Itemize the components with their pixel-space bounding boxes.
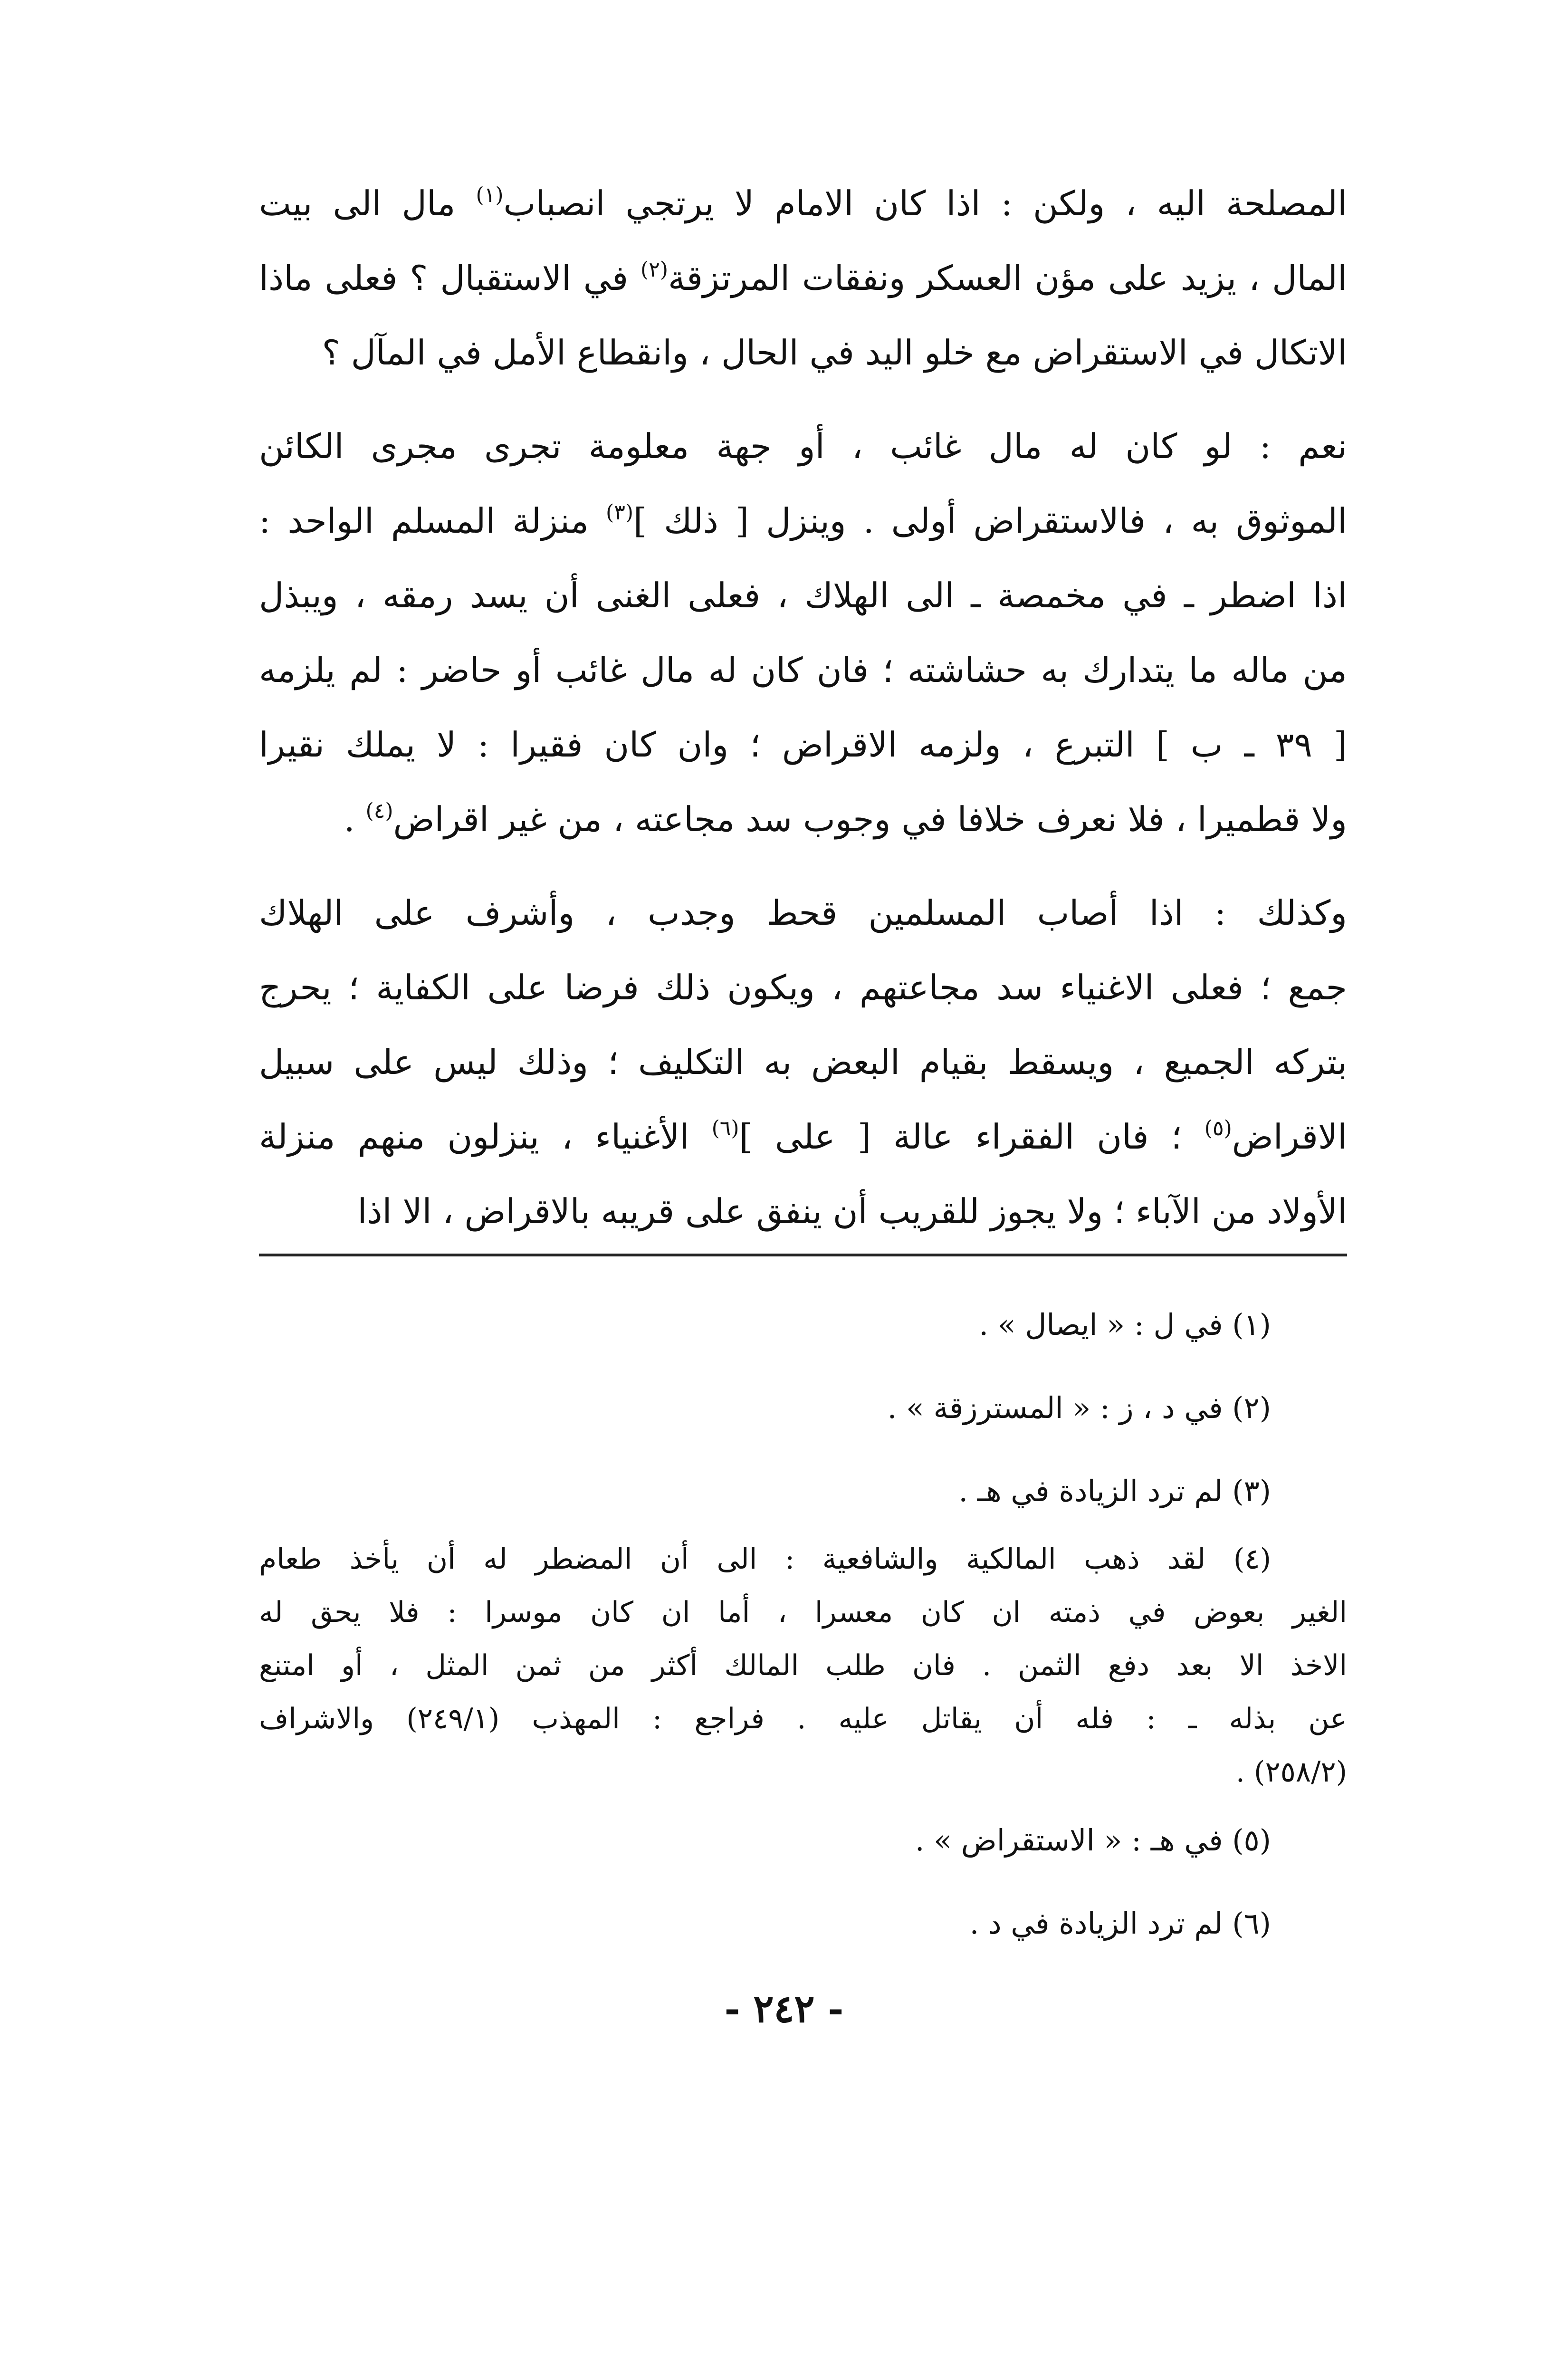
text-line: المصلحة اليه ، ولكن : اذا كان الامام لا يرتجي انصباب$^{(١)}$ مال الى بيت — [259, 183, 1347, 223]
footnote-2: (٢) في د ، ز : « المسترزقة » . — [887, 1390, 1271, 1425]
footnote-5: (٥) في هـ : « الاستقراض » . — [915, 1823, 1271, 1858]
text-line: اذا اضطر ـ في مخمصة ـ الى الهلاك ، فعلى الغنى أن يسد رمقه ، ويبذل — [259, 575, 1348, 615]
footnote-ref: (٦) — [711, 1116, 739, 1140]
footnote-ref: (٤) — [365, 799, 393, 823]
paragraph-1 — [259, 166, 1347, 390]
footnote-line: الاخذ الا بعد دفع الثمن . فان طلب المالك أكثر من ثمن المثل ، أو امتنع — [259, 1649, 1347, 1682]
text-line: ولا قطميرا ، فلا نعرف خلافا في وجوب سد مجاعته ، من غير اقراض$^{(٤)}$ . — [344, 799, 1347, 839]
footnote-ref: (٥) — [1204, 1116, 1232, 1140]
main-text — [259, 166, 1347, 1268]
footnote-line: (٤) لقد ذهب المالكية والشافعية : الى أن المضطر له أن يأخذ طعام — [259, 1542, 1271, 1576]
footnote-line: عن بذله ـ : فله أن يقاتل عليه . فراجع : المهذب (٢٤٩/١) والاشراف — [259, 1702, 1347, 1735]
footnote-6: (٦) لم ترد الزيادة في د . — [969, 1906, 1271, 1941]
text-line: نعم : لو كان له مال غائب ، أو جهة معلومة تجرى مجرى الكائن — [259, 426, 1347, 466]
footnote-ref: (٣) — [606, 500, 634, 525]
text-line: الأولاد من الآباء ؛ ولا يجوز للقريب أن ينفق على قريبه بالاقراض ، الا اذا — [357, 1191, 1347, 1231]
text-line: الموثوق به ، فالاستقراض أولى . وينزل [ ذلك ]$^{(٣)}$ منزلة المسلم الواحد : — [259, 500, 1348, 541]
paragraph-3 — [259, 876, 1347, 1249]
footnote-divider — [259, 1254, 1347, 1256]
text-line: الاقراض$^{(٥)}$ ؛ فان الفقراء عالة [ على ]$^{(٦)}$ الأغنياء ، ينزلون منهم منزلة — [259, 1116, 1348, 1157]
footnote-line: (٢٥٨/٢) . — [1235, 1755, 1347, 1789]
page-number: - ٢٤٢ - — [724, 1986, 844, 2031]
text-line: جمع ؛ فعلى الاغنياء سد مجاعتهم ، ويكون ذلك فرضا على الكفاية ؛ يحرج — [259, 968, 1347, 1007]
text-line: وكذلك : اذا أصاب المسلمين قحط وجدب ، وأشرف على الهلاك — [259, 893, 1347, 933]
paragraph-2 — [259, 409, 1347, 857]
text-line: من ماله ما يتدارك به حشاشته ؛ فان كان له مال غائب أو حاضر : لم يلزمه — [259, 650, 1347, 690]
text-line: المال ، يزيد على مؤن العسكر ونفقات المرتزقة$^{(٢)}$ في الاستقبال ؟ فعلى ماذا — [259, 258, 1347, 298]
text-line: [ ٣٩ ـ ب ] التبرع ، ولزمه الاقراض ؛ وان كان فقيرا : لا يملك نقيرا — [259, 725, 1347, 765]
text-line: بتركه الجميع ، ويسقط بقيام البعض به التكليف ؛ وذلك ليس على سبيل — [259, 1042, 1348, 1082]
footnotes — [259, 1283, 1347, 1965]
text-line: الاتكال في الاستقراض مع خلو اليد في الحال ، وانقطاع الأمل في المآل ؟ — [322, 333, 1347, 373]
footnote-4 — [259, 1533, 1347, 1799]
footnote-ref: (٢) — [641, 258, 669, 282]
footnote-1: (١) في ل : « ايصال » . — [979, 1307, 1271, 1342]
footnote-ref: (١) — [476, 183, 504, 207]
footnote-line: الغير بعوض في ذمته ان كان معسرا ، أما ان كان موسرا : فلا يحق له — [259, 1596, 1347, 1629]
footnote-3: (٣) لم ترد الزيادة في هـ . — [958, 1474, 1271, 1508]
